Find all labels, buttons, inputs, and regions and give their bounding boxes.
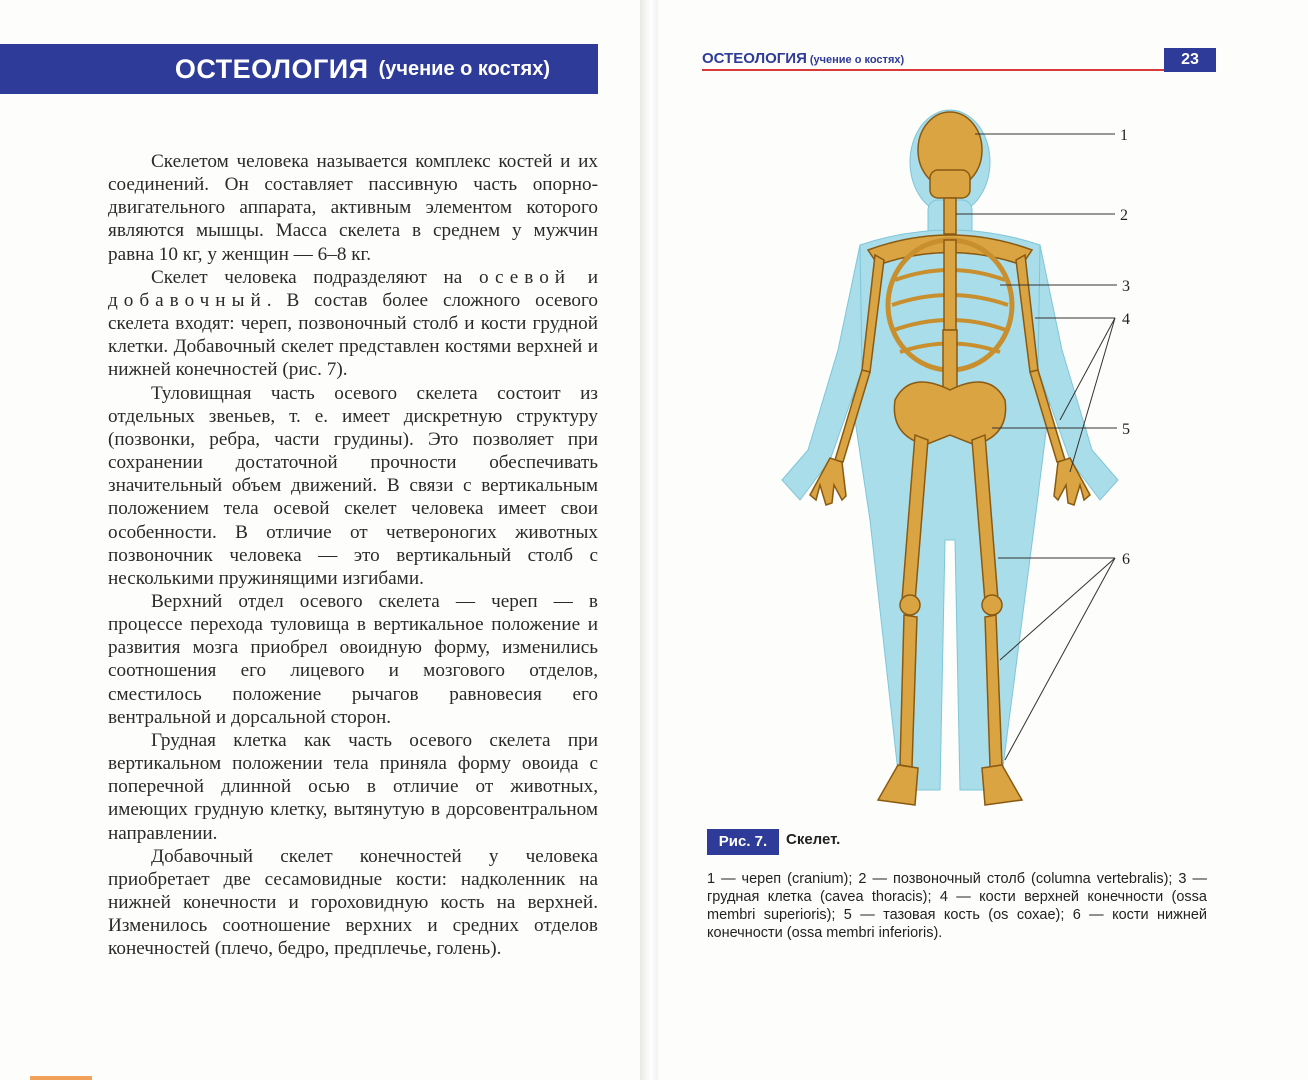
paragraph: Скелет человека подразделяют на осевой и добавочный. В состав более сложного осевого скелета входят: череп, позвоночный столб и кости грудной клетки. Добавочный скелет представлен костями верхней и нижней конечностей (рис. 7).: [108, 266, 598, 381]
figure-label-3: 3: [1122, 278, 1130, 295]
figure-label-2: 2: [1120, 207, 1128, 224]
book-gutter: [640, 0, 658, 1080]
running-header-subtitle: (учение о костях): [809, 54, 905, 66]
term-axial: осевой: [478, 266, 572, 288]
skeleton-illustration: [760, 100, 1150, 820]
chapter-title: ОСТЕОЛОГИЯ: [174, 53, 369, 84]
figure-label-6: 6: [1122, 551, 1130, 568]
chapter-subtitle: (учение о костях): [378, 57, 550, 80]
body-text: [108, 150, 598, 960]
skeleton-figure: [760, 100, 1150, 820]
figure-label-1: 1: [1120, 127, 1128, 144]
decorative-mark: [30, 1076, 92, 1080]
paragraph: Верхний отдел осевого скелета — череп — в процессе перехода туловища в вертикальное положение и развития мозга приобрел овоидную форму, изменились соотношения его лицевого и мозгового отделов, сместилось положение рычагов равновесия его вентральной и дорсальной сторон.: [108, 590, 598, 728]
figure-legend: 1 — череп (cranium); 2 — позвоночный столб (columna vertebralis); 3 — грудная клетка (cavea thoracis); 4 — кости верхней конечности (ossa membri superioris); 5 — тазовая кость (os coxae); 6 — кости нижней конечности (ossa membri inferioris).: [707, 871, 1207, 941]
running-header: [702, 50, 904, 68]
figure-caption-label: Рис. 7.: [707, 829, 779, 855]
page-number: 23: [1164, 48, 1216, 72]
header-rule: [702, 69, 1164, 71]
figure-caption-title: Скелет.: [786, 831, 841, 848]
paragraph: Добавочный скелет конечностей у человека приобретает две сесамовидные кости: надколенник на нижней конечности и гороховидную кость на верхней. Изменилось соотношение верхних и средних отделов конечностей (плечо, бедро, предплечье, голень).: [108, 845, 598, 960]
figure-label-5: 5: [1122, 421, 1130, 438]
paragraph: Туловищная часть осевого скелета состоит из отдельных звеньев, т. е. имеет дискретную структуру (позвонки, ребра, части грудины). Это позволяет при сохранении достаточной прочности обеспечивать значительный объем движений. В связи с вертикальным положением тела осевой скелет человека имеет свои особенности. В отличие от четвероногих животных позвоночник человека — это вертикальный столб с несколькими пружинящими изгибами.: [108, 382, 598, 589]
chapter-banner: [0, 44, 598, 94]
paragraph: Скелетом человека называется комплекс костей и их соединений. Он составляет пассивную часть опорно-двигательного аппарата, активным элементом которого являются мышцы. Масса скелета в среднем у мужчин равна 10 кг, у женщин — 6–8 кг.: [108, 151, 598, 265]
left-page: [0, 0, 640, 1080]
running-header-title: ОСТЕОЛОГИЯ: [702, 50, 807, 67]
figure-label-4: 4: [1122, 311, 1130, 328]
paragraph: Грудная клетка как часть осевого скелета при вертикальном положении тела приняла форму овоида с поперечной длинной осью в отличие от животных, имеющих грудную клетку, вытянутую в дорсовентральном направлении.: [108, 729, 598, 844]
term-appendicular: добавочный: [108, 289, 267, 311]
